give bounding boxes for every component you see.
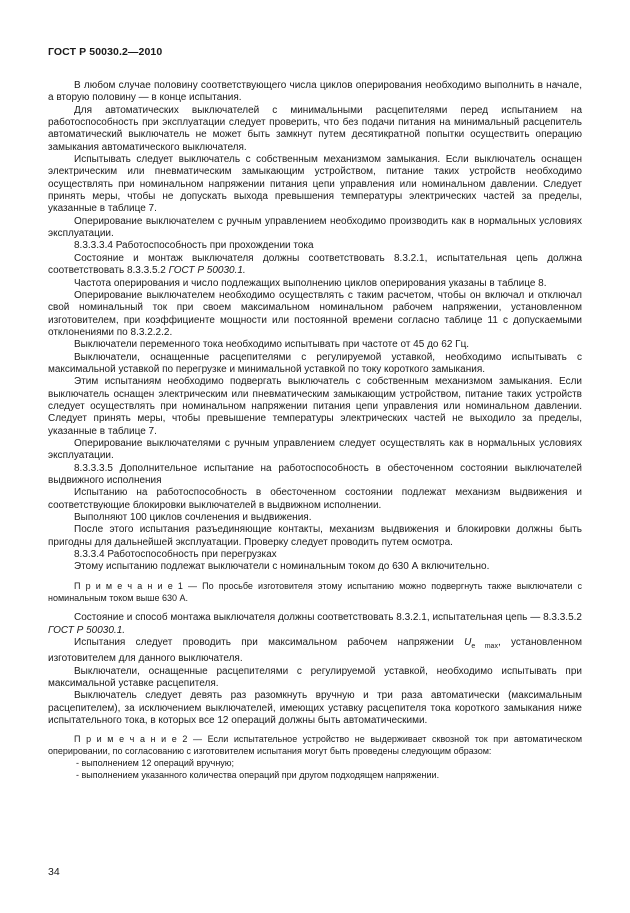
paragraph: В любом случае половину соответствующего числа циклов оперирования необходимо выполнить в начале, а вторую половину — в конце испытания. bbox=[48, 80, 582, 104]
paragraph: Выключатели переменного тока необходимо испытывать при частоте от 45 до 62 Гц. bbox=[74, 339, 470, 351]
paragraph: Частота оперирования и число подлежащих выполнению циклов оперирования указаны в таблице 8. bbox=[74, 277, 547, 289]
note-2 bbox=[48, 734, 582, 758]
paragraph: Этому испытанию подлежат выключатели с номинальным током до 630 А включительно. bbox=[74, 561, 490, 573]
section-heading: 8.3.3.3.4 Работоспособность при прохождении тока bbox=[74, 240, 314, 252]
list-item: - выполнением указанного количества операций при другом подходящем напряжении. bbox=[76, 769, 440, 780]
paragraph: Испытывать следует выключатель с собственным механизмом замыкания. Если выключатель оснащен электрическим или пневматическим замыкающим устройством, питание таких устройств необходимо осуществлять при номинальном напряжении питания цепи управления или номинальном давлении. Следует принять меры, чтобы не допускать выхода превышения температуры электрических частей за пределы, указанные в таблице 7. bbox=[48, 154, 582, 215]
paragraph: Оперирование выключателем необходимо осуществлять с таким расчетом, чтобы он включал и отключал свой номинальный ток при своем максимальном номинальном рабочем напряжении, установленном изготовителем, при коэффициенте мощности или постоянной времени согласно таблице 11 с допускаемыми отклонениями по 8.3.2.2.2. bbox=[48, 289, 582, 338]
section-heading: 8.3.3.3.5 Дополнительное испытание на работоспособность в обесточенном состоянии выключателей выдвижного исполнения bbox=[48, 462, 582, 486]
note-text: — Если испытательное устройство не выдерживает сквозной ток при автоматическом оперировании, по согласованию с изготовителем испытания могут быть проведены следующим образом: bbox=[48, 734, 583, 757]
page-number: 34 bbox=[48, 866, 60, 878]
voltage-subscript: e max bbox=[471, 643, 498, 651]
voltage-paragraph bbox=[48, 637, 582, 666]
paragraph: Оперирование выключателем с ручным управлением необходимо производить как в нормальных условиях эксплуатации. bbox=[48, 215, 582, 240]
standard-reference: ГОСТ Р 50030.1. bbox=[168, 265, 246, 277]
paragraph: Для автоматических выключателей с минимальными расцепителями перед испытанием на работоспособность при эксплуатации следует проверить, что без подачи питания на минимальный расцепитель автоматический выключатель не может быть замкнут путем десятикратной попытки осуществить операцию замыкания автоматического выключателя. bbox=[48, 104, 582, 153]
paragraph: После этого испытания разъединяющие контакты, механизм выдвижения и блокировки должны быть пригодны для дальнейшей эксплуатации. Проверку следует проводить путем осмотра. bbox=[48, 524, 582, 548]
note-label: П р и м е ч а н и е 1 bbox=[74, 580, 183, 591]
conformity-paragraph bbox=[48, 612, 582, 637]
standard-reference: ГОСТ Р 50030.1. bbox=[48, 624, 126, 636]
conformity-paragraph bbox=[48, 253, 582, 278]
document-body bbox=[48, 80, 582, 782]
voltage-symbol: U bbox=[464, 637, 472, 649]
voltage-text-before: Испытания следует проводить при максимальном рабочем напряжении bbox=[74, 637, 465, 649]
note-label: П р и м е ч а н и е 2 bbox=[74, 734, 188, 745]
paragraph: Оперирование выключателями с ручным управлением следует осуществлять как в нормальных условиях эксплуатации. bbox=[48, 437, 582, 462]
paragraph: Этим испытаниям необходимо подвергать выключатель с собственным механизмом замыкания. Если выключатель оснащен электрическим или пневматическим замыкающим устройством, питание таких устройств следует осуществлять при номинальном напряжении питания цепи управления или номинальном давлении. Следует принять меры, чтобы превышение температуры электрических частей не выходило за пределы, указанные в таблице 7. bbox=[48, 376, 582, 437]
voltage-text-after: , установленном изготовителем для данного выключателя. bbox=[48, 637, 582, 665]
paragraph: Выключатели, оснащенные расцепителями с регулируемой уставкой, необходимо испытывать при максимальной уставке расцепителя. bbox=[48, 665, 582, 690]
paragraph: Выполняют 100 циклов сочленения и выдвижения. bbox=[74, 512, 312, 524]
note-1 bbox=[48, 581, 582, 605]
paragraph: Выключатель следует девять раз разомкнуть вручную и три раза автоматически (максимальным расцепителем), за исключением выключателей, имеющих уставку расцепителя тока короткого замыкания ниже испытательного тока, в которых все 12 операций должны быть автоматическими. bbox=[48, 690, 582, 727]
paragraph: Выключатели, оснащенные расцепителями с регулируемой уставкой, необходимо испытывать с максимальной уставкой по перегрузке и минимальной уставкой по току короткого замыкания. bbox=[48, 351, 582, 375]
conformity-text: Состояние и способ монтажа выключателя должны соответствовать 8.3.2.1, испытательная цепь — 8.3.3.5.2 bbox=[74, 612, 582, 624]
document-code-header: ГОСТ Р 50030.2—2010 bbox=[48, 46, 163, 58]
paragraph: Испытанию на работоспособность в обесточенном состоянии подлежат механизм выдвижения и соответствующие блокировки выключателей в выдвижном исполнении. bbox=[48, 487, 582, 511]
note-text: — По просьбе изготовителя этому испытанию можно подвергнуть также выключатели с номинальным током выше 630 А. bbox=[48, 580, 583, 603]
conformity-text: Состояние и монтаж выключателя должны соответствовать 8.3.2.1, испытательная цепь должна соответствовать 8.3.3.5.2 bbox=[48, 252, 582, 277]
section-heading: 8.3.3.4 Работоспособность при перегрузках bbox=[74, 549, 277, 561]
list-item: - выполнением 12 операций вручную; bbox=[76, 758, 235, 769]
